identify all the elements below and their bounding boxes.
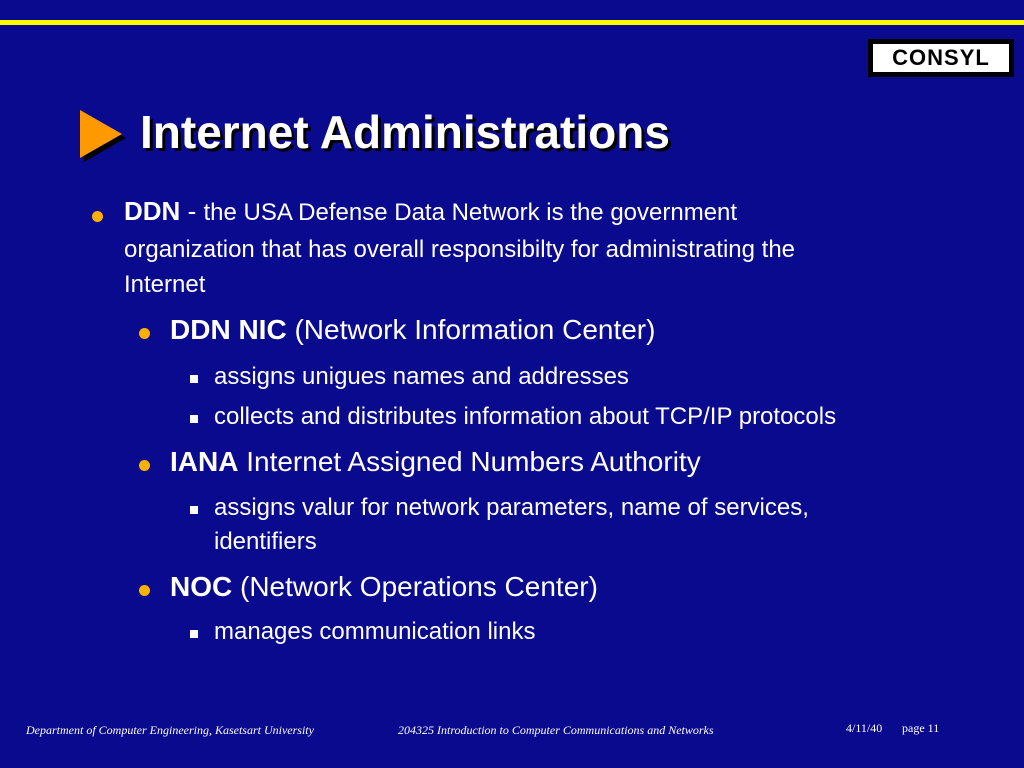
ddn-bullet-line1	[124, 196, 737, 227]
footer-date: 4/11/40	[846, 721, 883, 735]
iana-bullet	[170, 446, 701, 478]
ddn-term: DDN	[124, 196, 181, 226]
noc-term: NOC	[170, 571, 233, 602]
bullet-square-icon	[190, 375, 198, 383]
footer-course: 204325 Introduction to Computer Communications and Networks	[398, 723, 714, 737]
noc-desc: (Network Operations Center)	[232, 571, 598, 602]
badge-label: CONSYL	[871, 42, 1011, 74]
iana-sub-line1: assigns valur for network parameters, name of services,	[214, 494, 809, 521]
bullet-dot-icon	[139, 460, 150, 471]
noc-sub-item: manages communication links	[214, 618, 536, 645]
nic-sub-item: assigns unigues names and addresses	[214, 363, 629, 390]
iana-desc: Internet Assigned Numbers Authority	[238, 446, 701, 477]
nic-desc: (Network Information Center)	[286, 314, 656, 345]
nic-bullet	[170, 314, 655, 346]
bullet-square-icon	[190, 506, 198, 514]
ddn-desc-line3: Internet	[124, 271, 206, 298]
noc-bullet	[170, 571, 598, 603]
nic-term: DDN NIC	[170, 314, 287, 345]
footer-page-number: page 11	[902, 721, 940, 735]
ddn-dash: -	[180, 196, 204, 226]
footer-department: Department of Computer Engineering, Kasetsart University	[26, 723, 314, 737]
bullet-square-icon	[190, 630, 198, 638]
iana-sub-line2: identifiers	[214, 528, 317, 555]
ddn-desc-line1: the USA Defense Data Network is the government	[203, 199, 738, 226]
nic-sub-item: collects and distributes information about TCP/IP protocols	[214, 403, 837, 430]
bullet-dot-icon	[92, 211, 103, 222]
bullet-dot-icon	[139, 328, 150, 339]
iana-term: IANA	[170, 446, 239, 477]
bullet-square-icon	[190, 415, 198, 423]
ddn-desc-line2: organization that has overall responsibilty for administrating the	[124, 236, 796, 263]
slide-title: Internet Administrations	[140, 106, 670, 158]
bullet-dot-icon	[139, 585, 150, 596]
